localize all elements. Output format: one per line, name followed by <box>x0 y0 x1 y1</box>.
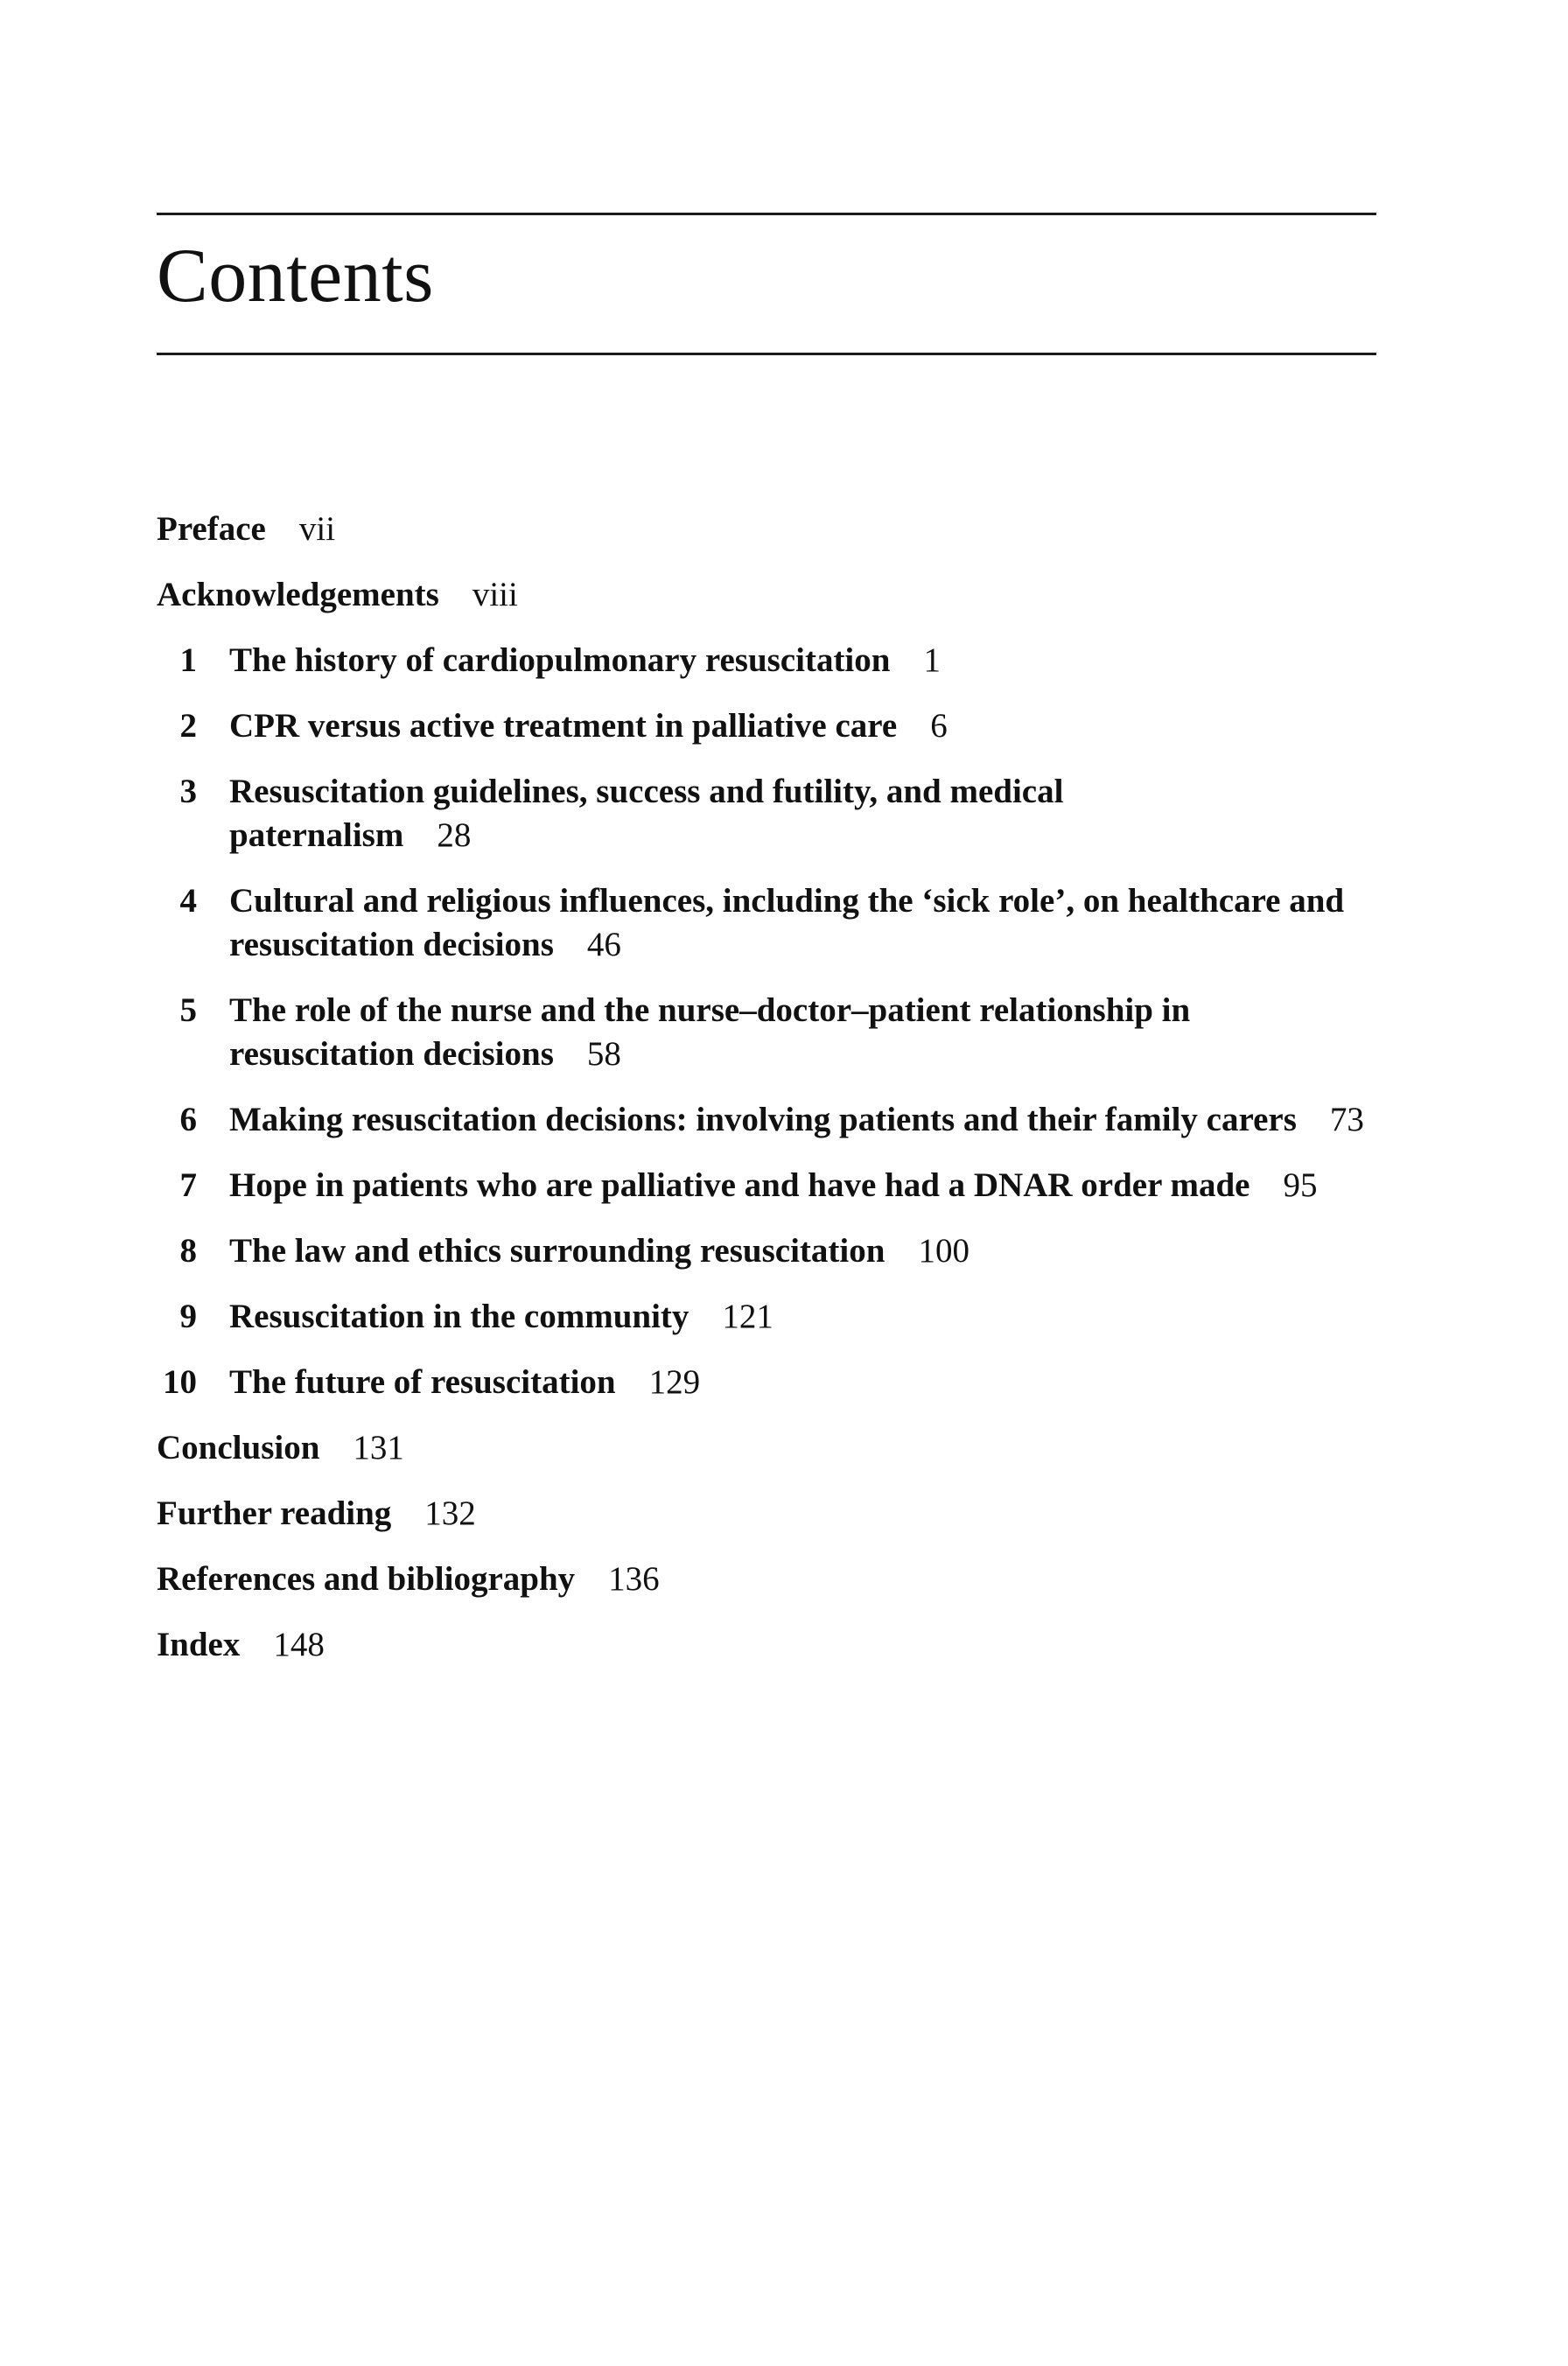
toc-entry-label: References and bibliography <box>157 1560 576 1598</box>
chapter-number: 9 <box>179 1298 197 1335</box>
toc-chapter-9[interactable] <box>157 1295 1399 1339</box>
chapter-page: 28 <box>437 816 472 854</box>
toc-entry-page: 136 <box>608 1560 660 1598</box>
chapter-title: Hope in patients who are palliative and have had a DNAR order made <box>229 1166 1250 1204</box>
toc-entry-page: vii <box>298 510 336 548</box>
chapter-title: CPR versus active treatment in palliative care <box>229 707 898 745</box>
toc-entry-label: Index <box>157 1626 241 1663</box>
chapter-number: 4 <box>179 882 197 920</box>
top-rule <box>157 213 1376 215</box>
toc-chapter-2[interactable] <box>157 704 1399 748</box>
table-of-contents <box>157 508 1399 1689</box>
chapter-number: 3 <box>179 773 197 810</box>
chapter-title: The law and ethics surrounding resuscitation <box>229 1232 886 1270</box>
chapter-page: 73 <box>1329 1101 1364 1138</box>
toc-chapter-7[interactable] <box>157 1164 1358 1208</box>
chapter-page: 1 <box>923 641 941 679</box>
toc-entry-page: 148 <box>273 1626 325 1663</box>
toc-chapter-5[interactable] <box>157 989 1376 1076</box>
toc-entry-index[interactable] <box>157 1623 1399 1667</box>
chapter-title: Resuscitation guidelines, success and futility, and medical paternalism <box>229 773 1064 854</box>
toc-chapter-6[interactable] <box>157 1098 1367 1142</box>
chapter-page: 129 <box>648 1363 701 1401</box>
chapter-number: 7 <box>179 1166 197 1204</box>
chapter-page: 58 <box>586 1035 621 1073</box>
toc-chapter-1[interactable] <box>157 639 1399 682</box>
chapter-title: The future of resuscitation <box>229 1363 616 1401</box>
toc-entry-page: viii <box>472 576 518 613</box>
chapter-number: 10 <box>163 1363 197 1401</box>
toc-chapter-3[interactable] <box>157 770 1297 858</box>
toc-entry-acknowledgements[interactable] <box>157 573 1399 617</box>
chapter-number: 1 <box>179 641 197 679</box>
toc-chapter-8[interactable] <box>157 1229 1399 1273</box>
chapter-title: Making resuscitation decisions: involving patients and their family carers <box>229 1101 1297 1138</box>
chapter-page: 95 <box>1283 1166 1318 1204</box>
chapter-page: 100 <box>918 1232 970 1270</box>
toc-entry-further-reading[interactable] <box>157 1492 1399 1536</box>
title-underline-rule <box>157 353 1376 355</box>
chapter-number: 8 <box>179 1232 197 1270</box>
chapter-page: 121 <box>722 1298 774 1335</box>
toc-entry-label: Further reading <box>157 1494 392 1532</box>
chapter-title: Resuscitation in the community <box>229 1298 690 1335</box>
toc-chapter-4[interactable] <box>157 879 1402 967</box>
chapter-title: The role of the nurse and the nurse–doctor–patient relationship in resuscitation decisions <box>229 991 1191 1073</box>
toc-entry-label: Preface <box>157 510 266 548</box>
toc-chapter-10[interactable] <box>157 1361 1399 1404</box>
toc-entry-label: Acknowledgements <box>157 576 439 613</box>
chapter-title: The history of cardiopulmonary resuscitation <box>229 641 891 679</box>
chapter-number: 2 <box>179 707 197 745</box>
page-title: Contents <box>157 234 434 318</box>
chapter-page: 46 <box>586 926 621 963</box>
chapter-number: 5 <box>179 991 197 1029</box>
toc-entry-page: 131 <box>353 1429 404 1466</box>
toc-entry-references[interactable] <box>157 1558 1399 1601</box>
toc-entry-preface[interactable] <box>157 508 1399 551</box>
toc-entry-page: 132 <box>424 1494 476 1532</box>
toc-entry-label: Conclusion <box>157 1429 320 1466</box>
toc-entry-conclusion[interactable] <box>157 1426 1399 1470</box>
chapter-number: 6 <box>179 1101 197 1138</box>
chapter-title: Cultural and religious influences, including the ‘sick role’, on healthcare and resuscitation decisions <box>229 882 1345 963</box>
chapter-page: 6 <box>930 707 948 745</box>
